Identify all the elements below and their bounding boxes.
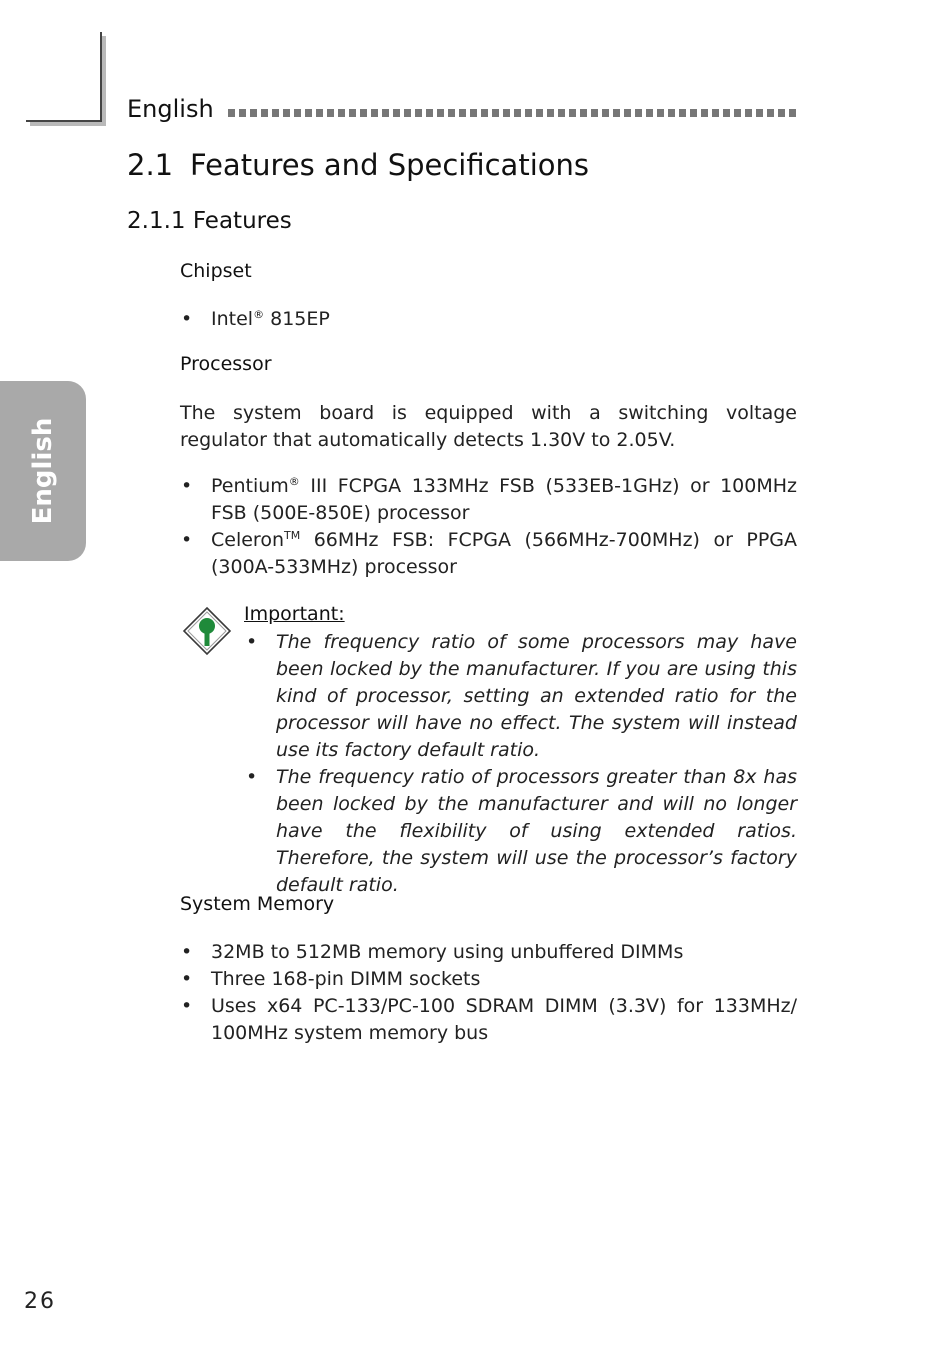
- processor-heading: Processor: [180, 353, 272, 375]
- processor-intro: The system board is equipped with a switching voltage regulator that automatically detects 1.30V to 2.05V.: [180, 402, 797, 451]
- section-number: 2.1: [127, 148, 174, 182]
- pentium-brand: Pentium: [211, 475, 289, 497]
- registered-mark: ®: [288, 475, 300, 488]
- celeron-brand: Celeron: [211, 529, 284, 551]
- corner-frame-decoration: [26, 32, 102, 122]
- list-item: • 32MB to 512MB memory using unbuffered DIMMs: [180, 939, 797, 966]
- section-heading: [127, 148, 589, 182]
- registered-mark: ®: [253, 308, 265, 321]
- chipset-heading: Chipset: [180, 260, 252, 282]
- important-list: [244, 629, 797, 899]
- page-number: 26: [24, 1289, 56, 1314]
- chipset-brand: Intel: [211, 308, 254, 330]
- running-header-title: English: [127, 95, 214, 123]
- pentium-spec: III FCPGA 133MHz FSB (533EB-1GHz) or 100MHz FSB (500E-850E) processor: [211, 475, 797, 524]
- section-title: Features and Specifications: [190, 148, 589, 182]
- chipset-list: [180, 306, 797, 333]
- header-dotted-rule: [228, 109, 797, 117]
- subsection-heading: 2.1.1 Features: [127, 208, 292, 234]
- chipset-model: 815EP: [264, 308, 330, 330]
- celeron-spec: 66MHz FSB: FCPGA (566MHz-700MHz) or PPGA (300A-533MHz) processor: [211, 529, 797, 578]
- trademark-mark: TM: [284, 529, 301, 542]
- memory-heading: System Memory: [180, 893, 335, 915]
- list-item: • The frequency ratio of processors greater than 8x has been locked by the manufacturer and will no longer have the flexibility of using extended ratios. Therefore, the system will use the processor’s factory default ratio.: [244, 764, 797, 899]
- list-item: [180, 306, 797, 333]
- important-title: Important:: [244, 603, 345, 625]
- language-side-tab: [0, 381, 86, 561]
- processor-list: [180, 473, 797, 581]
- important-note-icon: [182, 606, 232, 656]
- list-item: [180, 473, 797, 527]
- list-item: [180, 527, 797, 581]
- running-header: [127, 92, 797, 126]
- side-tab-label: English: [28, 417, 58, 525]
- list-item: • Three 168-pin DIMM sockets: [180, 966, 797, 993]
- memory-list: [180, 939, 797, 1047]
- list-item: • The frequency ratio of some processors may have been locked by the manufacturer. If you are using this kind of processor, setting an extended ratio for the processor will have no effect. The system will instead use its factory default ratio.: [244, 629, 797, 764]
- list-item: • Uses x64 PC-133/PC-100 SDRAM DIMM (3.3V) for 133MHz/ 100MHz system memory bus: [180, 993, 797, 1047]
